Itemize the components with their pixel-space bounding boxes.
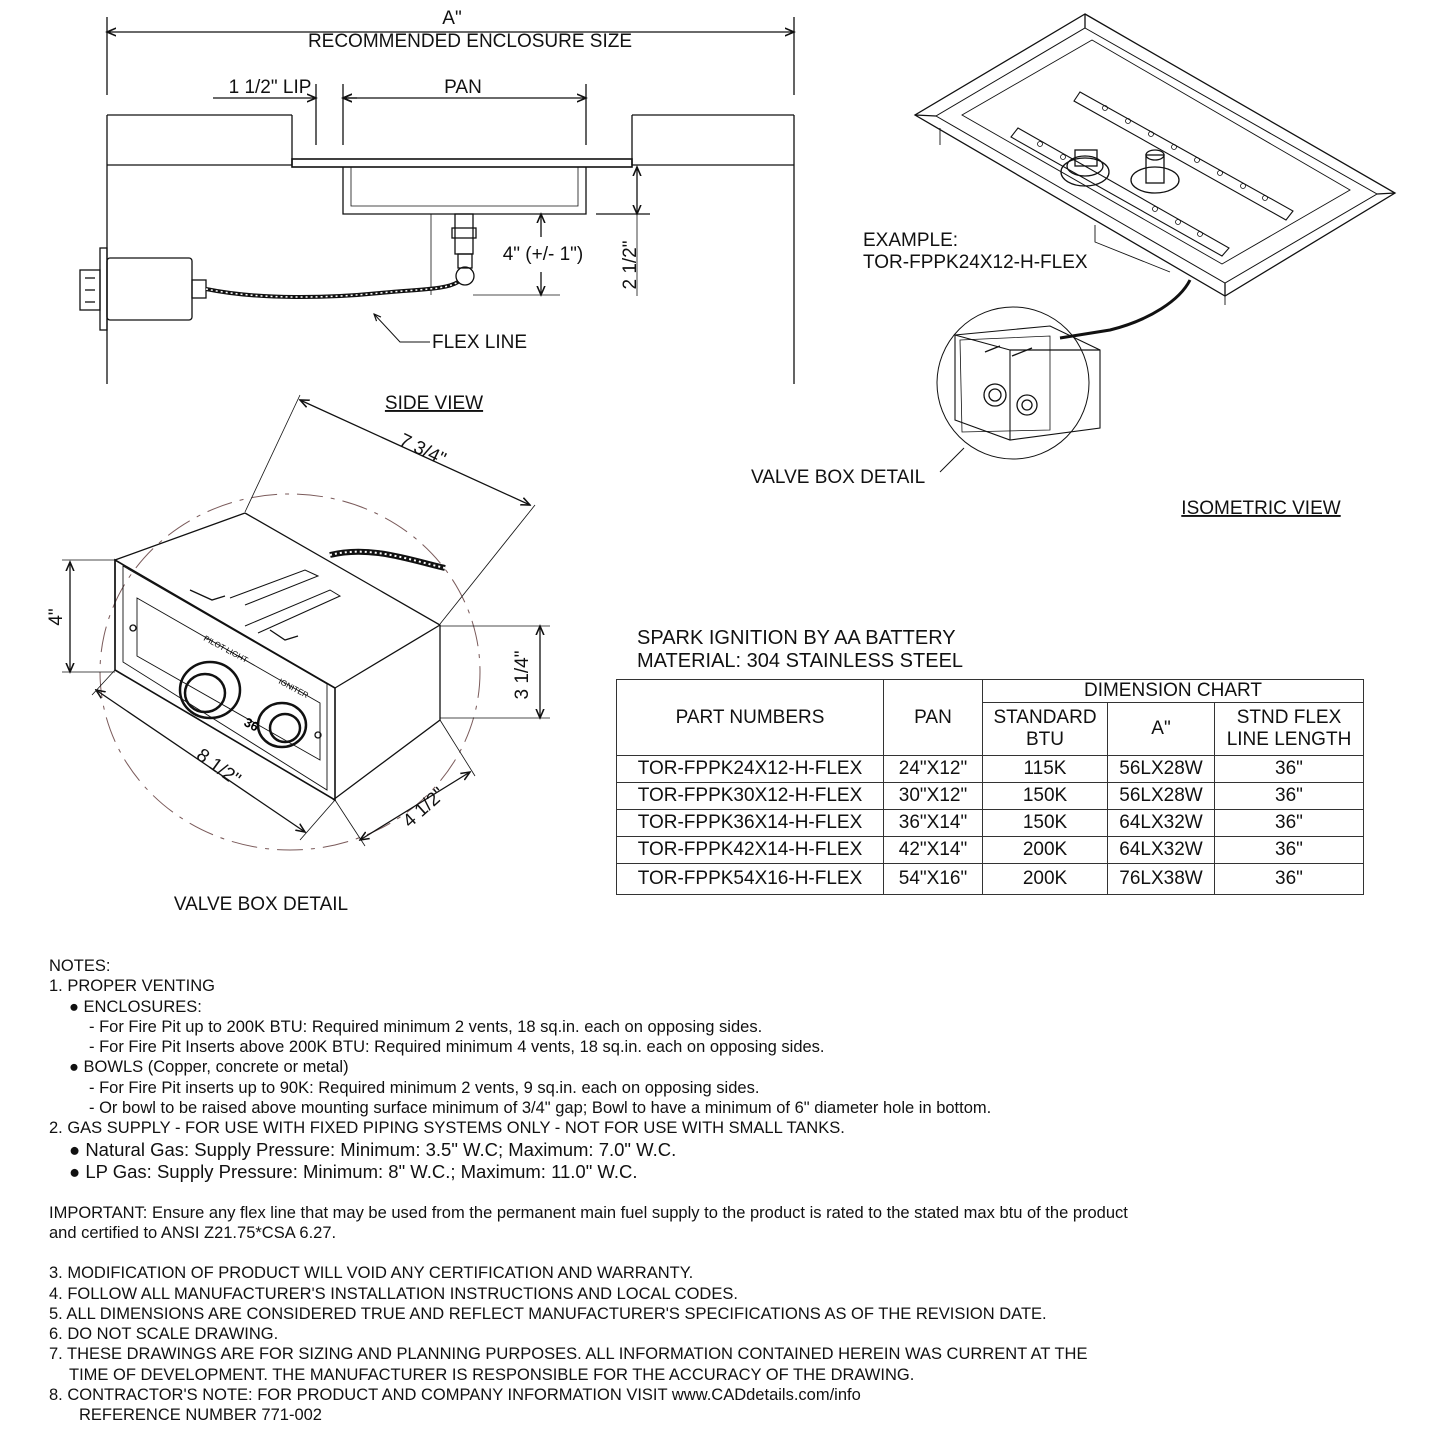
cell-pan: 42"X14" xyxy=(884,837,983,864)
side-view-drawing xyxy=(80,17,794,384)
note-enclosures-a: - For Fire Pit up to 200K BTU: Required minimum 2 vents, 18 sq.in. each on opposing sides. xyxy=(89,1017,763,1036)
table-row xyxy=(617,810,1364,837)
example-label: EXAMPLE: xyxy=(863,230,959,251)
example-part-label: TOR-FPPK24X12-H-FLEX xyxy=(863,252,1088,273)
cell-flex: 36" xyxy=(1215,783,1364,810)
lip-label: 1 1/2" LIP xyxy=(228,77,312,98)
iso-valve-box-detail-label: VALVE BOX DETAIL xyxy=(751,467,926,488)
cell-btu: 200K xyxy=(983,864,1108,895)
col-a: A" xyxy=(1108,703,1215,756)
note-7a: 7. THESE DRAWINGS ARE FOR SIZING AND PLANNING PURPOSES. ALL INFORMATION CONTAINED HEREIN WAS CURRENT AT THE xyxy=(49,1345,1088,1364)
cell-btu: 200K xyxy=(983,837,1108,864)
cell-btu: 150K xyxy=(983,810,1108,837)
cell-part: TOR-FPPK54X16-H-FLEX xyxy=(617,864,884,895)
dim-a-label: A" xyxy=(442,8,462,29)
note-lp-gas: ● LP Gas: Supply Pressure: Minimum: 8" W.C.; Maximum: 11.0" W.C. xyxy=(69,1160,638,1182)
table-row xyxy=(617,783,1364,810)
cell-a: 64LX32W xyxy=(1108,837,1215,864)
important-line-2: and certified to ANSI Z21.75*CSA 6.27. xyxy=(49,1223,337,1242)
note-4: 4. FOLLOW ALL MANUFACTURER'S INSTALLATION INSTRUCTIONS AND LOCAL CODES. xyxy=(49,1284,738,1303)
col-pan: PAN xyxy=(884,680,983,756)
cell-flex: 36" xyxy=(1215,837,1364,864)
depth-dimension-label: 2 1/2" xyxy=(620,240,641,290)
notes-heading: NOTES: xyxy=(49,957,111,975)
cell-pan: 24"X12" xyxy=(884,756,983,783)
note-bowls: ● BOWLS (Copper, concrete or metal) xyxy=(69,1058,349,1077)
cell-part: TOR-FPPK24X12-H-FLEX xyxy=(617,756,884,783)
knob-left-text: PILOT LIGHT xyxy=(202,633,250,665)
flex-line-label: FLEX LINE xyxy=(432,332,528,353)
pan-label: PAN xyxy=(444,77,482,98)
cell-pan: 54"X16" xyxy=(884,864,983,895)
drop-dimension-label: 4" (+/- 1") xyxy=(502,244,584,265)
cell-btu: 115K xyxy=(983,756,1108,783)
valve-box-detail-title: VALVE BOX DETAIL xyxy=(173,894,349,915)
cell-a: 56LX28W xyxy=(1108,756,1215,783)
isometric-view-drawing xyxy=(915,14,1395,472)
note-2: 2. GAS SUPPLY - FOR USE WITH FIXED PIPING SYSTEMS ONLY - NOT FOR USE WITH SMALL TANKS. xyxy=(49,1119,845,1138)
note-7b: TIME OF DEVELOPMENT. THE MANUFACTURER IS RESPONSIBLE FOR THE ACCURACY OF THE DRAWING. xyxy=(69,1365,915,1384)
note-enclosures-b: - For Fire Pit Inserts above 200K BTU: Required minimum 4 vents, 18 sq.in. each on opposing sides. xyxy=(89,1038,825,1057)
side-view-title: SIDE VIEW xyxy=(384,393,484,414)
table-row xyxy=(617,756,1364,783)
col-standard-btu: STANDARD BTU xyxy=(983,703,1108,756)
table-row xyxy=(617,837,1364,864)
cell-flex: 36" xyxy=(1215,756,1364,783)
cell-a: 56LX28W xyxy=(1108,783,1215,810)
note-5: 5. ALL DIMENSIONS ARE CONSIDERED TRUE AND REFLECT MANUFACTURER'S SPECIFICATIONS AS OF THE REVISION DATE. xyxy=(49,1304,1047,1323)
vbox-height-left-label: 4" xyxy=(46,608,67,626)
knob-right-number: 36 xyxy=(241,714,262,735)
cell-flex: 36" xyxy=(1215,810,1364,837)
cell-pan: 36"X14" xyxy=(884,810,983,837)
important-line-1: IMPORTANT: Ensure any flex line that may be used from the permanent main fuel supply to the product is rated to the stated max btu of the product xyxy=(49,1203,1128,1222)
cell-a: 64LX32W xyxy=(1108,810,1215,837)
cell-part: TOR-FPPK36X14-H-FLEX xyxy=(617,810,884,837)
notes-section xyxy=(49,956,1128,1426)
cell-flex: 36" xyxy=(1215,864,1364,895)
valve-box-detail-drawing xyxy=(62,395,550,850)
note-8b: REFERENCE NUMBER 771-002 xyxy=(79,1406,322,1425)
cell-part: TOR-FPPK30X12-H-FLEX xyxy=(617,783,884,810)
table-row xyxy=(617,864,1364,895)
spec-block xyxy=(637,627,963,673)
cell-part: TOR-FPPK42X14-H-FLEX xyxy=(617,837,884,864)
note-6: 6. DO NOT SCALE DRAWING. xyxy=(49,1325,279,1344)
dimension-chart-table xyxy=(616,679,1364,895)
note-8a: 8. CONTRACTOR'S NOTE: FOR PRODUCT AND COMPANY INFORMATION VISIT www.CADdetails.com/info xyxy=(49,1386,861,1405)
vbox-height-right-label: 3 1/4" xyxy=(512,650,533,700)
note-bowls-a: - For Fire Pit inserts up to 90K: Required minimum 2 vents, 9 sq.in. each on opposing sides. xyxy=(89,1078,760,1097)
vbox-width-top-label: 7 3/4" xyxy=(395,429,450,471)
cell-a: 76LX38W xyxy=(1108,864,1215,895)
dim-a-caption: RECOMMENDED ENCLOSURE SIZE xyxy=(307,31,633,52)
col-part-numbers: PART NUMBERS xyxy=(617,680,884,756)
cell-pan: 30"X12" xyxy=(884,783,983,810)
isometric-view-title: ISOMETRIC VIEW xyxy=(1181,498,1341,519)
note-1: 1. PROPER VENTING xyxy=(49,977,215,996)
ignition-spec: SPARK IGNITION BY AA BATTERY xyxy=(637,627,956,649)
col-flex-length: STND FLEX LINE LENGTH xyxy=(1215,703,1364,756)
note-3: 3. MODIFICATION OF PRODUCT WILL VOID ANY CERTIFICATION AND WARRANTY. xyxy=(49,1264,694,1283)
vbox-width-bottom-label: 8 1/2" xyxy=(192,744,245,791)
knob-right-text: IGNITER xyxy=(277,676,310,701)
material-spec: MATERIAL: 304 STAINLESS STEEL xyxy=(637,650,964,672)
note-bowls-b: - Or bowl to be raised above mounting surface minimum of 3/4" gap; Bowl to have a minimum of 6" diameter hole in bottom. xyxy=(89,1099,992,1118)
dimension-chart-title: DIMENSION CHART xyxy=(983,680,1364,703)
cell-btu: 150K xyxy=(983,783,1108,810)
vbox-depth-label: 4 1/2" xyxy=(399,783,450,833)
note-enclosures: ● ENCLOSURES: xyxy=(69,997,202,1016)
note-natural-gas: ● Natural Gas: Supply Pressure: Minimum: 3.5" W.C; Maximum: 7.0" W.C. xyxy=(69,1138,677,1160)
